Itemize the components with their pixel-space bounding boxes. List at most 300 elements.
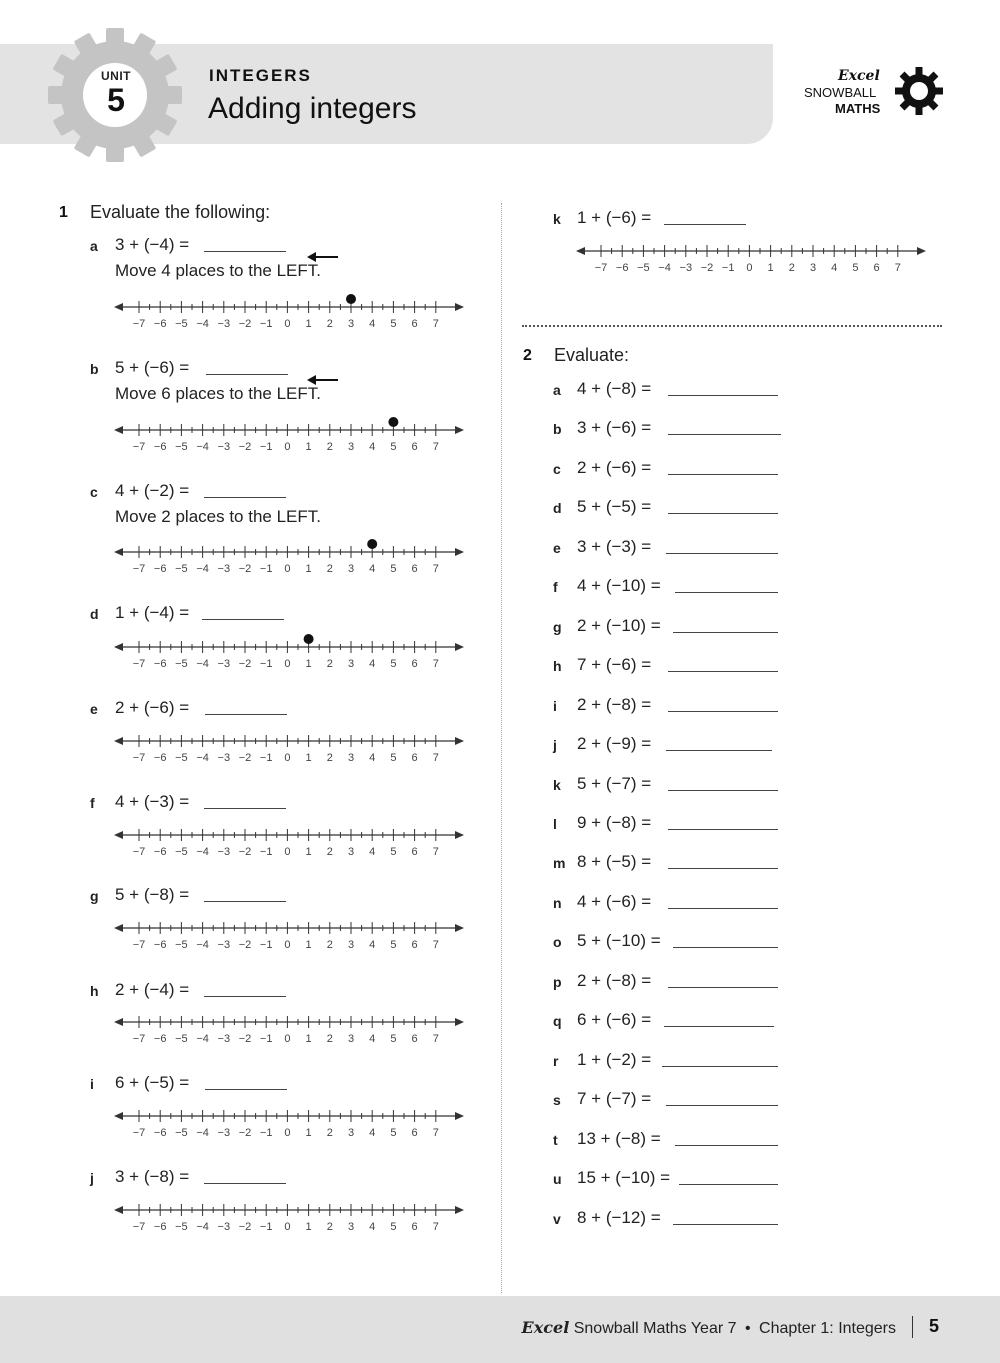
- number-line-label: 1: [305, 441, 312, 453]
- number-line-label: 2: [788, 262, 795, 274]
- number-line-label: 3: [347, 658, 355, 670]
- q1-answer-line[interactable]: [205, 714, 287, 715]
- start-point-dot: [346, 294, 356, 304]
- number-line-label: −6: [153, 1033, 167, 1045]
- number-line-label: 1: [305, 658, 312, 670]
- q1-part-expression: 2 + (−4) =: [115, 980, 190, 999]
- footer-book: Snowball Maths Year 7: [573, 1320, 737, 1337]
- number-line-label: 1: [305, 563, 312, 575]
- q2-part-expression: 8 + (−5) =: [577, 852, 652, 871]
- number-line-label: −1: [259, 318, 273, 330]
- q2-answer-line[interactable]: [666, 750, 772, 751]
- q2-part-expression: 2 + (−9) =: [577, 734, 652, 753]
- number-line: [112, 1101, 472, 1143]
- q2-answer-line[interactable]: [668, 434, 781, 435]
- left-arrowhead-icon: [114, 303, 123, 311]
- number-line-label: 7: [432, 1127, 439, 1139]
- q2-part-letter: i: [553, 698, 557, 714]
- number-line-label: 7: [432, 441, 439, 453]
- q1-part-letter: f: [90, 795, 95, 811]
- topic-heading: INTEGERS: [209, 66, 312, 85]
- number-line-label: 4: [369, 752, 376, 764]
- q2-part-letter: p: [553, 974, 562, 990]
- number-line-label: 5: [390, 846, 397, 858]
- number-line-label: 0: [284, 318, 291, 330]
- q2-answer-line[interactable]: [668, 790, 778, 791]
- q1-part-letter: a: [90, 238, 98, 254]
- q1-part-expression: 4 + (−2) =: [115, 481, 190, 500]
- section-divider: [522, 325, 942, 327]
- number-line-label: −3: [217, 318, 231, 330]
- number-line-label: 2: [326, 1221, 333, 1233]
- q2-answer-line[interactable]: [668, 395, 778, 396]
- number-line-label: −3: [217, 441, 231, 453]
- q2-part-letter: f: [553, 579, 558, 595]
- number-line-label: −4: [196, 846, 209, 858]
- q2-part-expression: 6 + (−6) =: [577, 1010, 652, 1029]
- left-arrowhead-icon: [114, 1112, 123, 1120]
- number-line-label: 2: [326, 846, 333, 858]
- number-line-label: −2: [238, 563, 252, 575]
- number-line-label: −6: [153, 752, 167, 764]
- unit-label: UNIT: [101, 69, 131, 83]
- number-line-label: −4: [196, 939, 209, 951]
- number-line-label: 0: [284, 752, 291, 764]
- number-line-label: 6: [411, 658, 418, 670]
- left-arrow-icon: [307, 374, 339, 386]
- number-line-label: 6: [411, 752, 418, 764]
- number-line-label: −5: [175, 658, 188, 670]
- q1-part-expression: 3 + (−8) =: [115, 1167, 190, 1186]
- number-line-label: −2: [238, 1127, 252, 1139]
- number-line-label: 1: [305, 939, 312, 951]
- number-line-label: −4: [196, 318, 209, 330]
- number-line: [112, 726, 472, 768]
- q1-answer-line[interactable]: [204, 1183, 286, 1184]
- q2-part-letter: j: [553, 737, 557, 753]
- number-line-label: −3: [217, 1221, 231, 1233]
- number-line-label: −6: [153, 1127, 167, 1139]
- q2-answer-line[interactable]: [668, 711, 778, 712]
- number-line-label: 6: [411, 441, 418, 453]
- number-line-label: 3: [809, 262, 817, 274]
- number-line-label: −3: [217, 658, 231, 670]
- q2-part-expression: 5 + (−7) =: [577, 774, 652, 793]
- number-line-label: −5: [175, 846, 188, 858]
- q1-part-letter: g: [90, 888, 99, 904]
- number-line-label: 5: [390, 658, 397, 670]
- number-line: [112, 632, 472, 674]
- brand-maths: MATHS: [835, 101, 881, 116]
- number-line-label: −4: [196, 752, 209, 764]
- number-line-label: 1: [305, 752, 312, 764]
- left-arrowhead-icon: [114, 548, 123, 556]
- left-arrow-icon: [307, 251, 339, 263]
- right-arrowhead-icon: [455, 548, 464, 556]
- number-line-label: −2: [238, 846, 252, 858]
- q2-answer-line[interactable]: [673, 947, 778, 948]
- number-line-label: −1: [259, 1221, 273, 1233]
- number-line-label: −4: [196, 1127, 209, 1139]
- number-line-label: −2: [700, 262, 714, 274]
- q2-part-letter: g: [553, 619, 562, 635]
- q2-part-letter: d: [553, 500, 562, 516]
- number-line-label: −1: [721, 262, 735, 274]
- right-arrowhead-icon: [917, 247, 926, 255]
- number-line-label: −5: [175, 1033, 188, 1045]
- number-line-label: −7: [132, 658, 146, 670]
- number-line-label: −1: [259, 1127, 273, 1139]
- q2-part-letter: v: [553, 1211, 561, 1227]
- number-line-label: 4: [369, 939, 376, 951]
- number-line: [574, 236, 934, 278]
- q2-part-expression: 9 + (−8) =: [577, 813, 652, 832]
- number-line-label: 7: [432, 939, 439, 951]
- number-line-label: −7: [132, 752, 146, 764]
- number-line-label: −6: [153, 658, 167, 670]
- q2-answer-line[interactable]: [664, 1026, 774, 1027]
- number-line-label: 2: [326, 563, 333, 575]
- q2-part-letter: k: [553, 777, 561, 793]
- number-line-label: 0: [284, 441, 291, 453]
- number-line-label: 7: [894, 262, 901, 274]
- number-line-label: 1: [305, 846, 312, 858]
- number-line-label: −6: [153, 441, 167, 453]
- start-point-dot: [304, 634, 314, 644]
- q2-part-letter: m: [553, 855, 566, 871]
- q1-part-letter: i: [90, 1076, 94, 1092]
- number-line-label: 4: [369, 318, 376, 330]
- number-line-label: 6: [411, 1033, 418, 1045]
- number-line-label: −2: [238, 441, 252, 453]
- number-line-label: −2: [238, 939, 252, 951]
- number-line-label: −7: [132, 441, 146, 453]
- number-line-label: 5: [390, 563, 397, 575]
- right-arrowhead-icon: [455, 426, 464, 434]
- q1-answer-line[interactable]: [204, 996, 286, 997]
- footer-brand: Excel: [521, 1318, 570, 1337]
- number-line-label: 4: [369, 1033, 376, 1045]
- q1-part-letter: d: [90, 606, 99, 622]
- q2-answer-line[interactable]: [679, 1184, 778, 1185]
- number-line-label: 6: [411, 1127, 418, 1139]
- q2-part-expression: 5 + (−10) =: [577, 931, 661, 950]
- left-arrowhead-icon: [114, 831, 123, 839]
- q2-part-expression: 1 + (−2) =: [577, 1050, 652, 1069]
- q1-part-expression: 6 + (−5) =: [115, 1073, 190, 1092]
- number-line-label: −2: [238, 1221, 252, 1233]
- q2-part-expression: 2 + (−8) =: [577, 971, 652, 990]
- number-line-label: −4: [196, 1221, 209, 1233]
- number-line-label: −1: [259, 939, 273, 951]
- number-line-label: 2: [326, 658, 333, 670]
- q1-part-expression: 4 + (−3) =: [115, 792, 190, 811]
- q2-answer-line[interactable]: [662, 1066, 778, 1067]
- q2-part-expression: 13 + (−8) =: [577, 1129, 661, 1148]
- q2-part-expression: 5 + (−5) =: [577, 497, 652, 516]
- q2-number: 2: [523, 347, 532, 364]
- number-line-label: −2: [238, 1033, 252, 1045]
- q1-part-hint: Move 6 places to the LEFT.: [115, 384, 321, 403]
- number-line-label: −5: [175, 1127, 188, 1139]
- number-line-label: 0: [284, 1221, 291, 1233]
- number-line-label: −5: [175, 1221, 188, 1233]
- number-line-label: −3: [217, 1127, 231, 1139]
- number-line-label: 5: [390, 1033, 397, 1045]
- number-line-label: −5: [175, 939, 188, 951]
- left-arrowhead-icon: [114, 1018, 123, 1026]
- number-line-label: 7: [432, 563, 439, 575]
- number-line-label: 7: [432, 318, 439, 330]
- number-line-label: 0: [284, 1033, 291, 1045]
- number-line-label: −6: [153, 939, 167, 951]
- number-line-label: 3: [347, 846, 355, 858]
- number-line-label: −4: [658, 262, 671, 274]
- number-line: [112, 292, 472, 334]
- q1-answer-line[interactable]: [205, 1089, 287, 1090]
- q2-answer-line[interactable]: [673, 1224, 778, 1225]
- q1-answer-line[interactable]: [206, 374, 288, 375]
- number-line-label: −5: [175, 441, 188, 453]
- number-line: [112, 1007, 472, 1049]
- number-line-label: 7: [432, 1221, 439, 1233]
- q2-part-letter: q: [553, 1013, 562, 1029]
- column-divider: [501, 203, 502, 1293]
- number-line-label: 0: [284, 1127, 291, 1139]
- right-arrowhead-icon: [455, 303, 464, 311]
- number-line-label: −5: [175, 752, 188, 764]
- left-arrowhead-icon: [114, 643, 123, 651]
- number-line-label: 0: [284, 658, 291, 670]
- q2-answer-line[interactable]: [668, 513, 778, 514]
- number-line-label: 1: [305, 1221, 312, 1233]
- number-line-label: −7: [132, 1221, 146, 1233]
- q2-part-expression: 15 + (−10) =: [577, 1168, 671, 1187]
- start-point-dot: [367, 539, 377, 549]
- q2-answer-line[interactable]: [673, 632, 778, 633]
- number-line-label: −4: [196, 441, 209, 453]
- number-line-label: 4: [369, 1221, 376, 1233]
- number-line-label: −1: [259, 563, 273, 575]
- q2-answer-line[interactable]: [666, 1105, 778, 1106]
- q2-part-expression: 2 + (−10) =: [577, 616, 661, 635]
- unit-number: 5: [107, 82, 125, 118]
- q2-part-expression: 2 + (−8) =: [577, 695, 652, 714]
- number-line-label: 5: [390, 939, 397, 951]
- q1-answer-line[interactable]: [204, 251, 286, 252]
- footer-chapter: Chapter 1: Integers: [759, 1320, 896, 1337]
- number-line-label: 3: [347, 1127, 355, 1139]
- number-line-label: 0: [284, 563, 291, 575]
- q2-answer-line[interactable]: [666, 553, 778, 554]
- number-line-label: −5: [637, 262, 650, 274]
- number-line-label: −3: [217, 563, 231, 575]
- number-line-label: 3: [347, 441, 355, 453]
- q1-part-expression: 5 + (−6) =: [115, 358, 190, 377]
- q1-answer-line[interactable]: [664, 224, 746, 225]
- number-line-label: 6: [873, 262, 880, 274]
- number-line-label: −7: [132, 939, 146, 951]
- number-line: [112, 415, 472, 457]
- number-line-label: 4: [369, 1127, 376, 1139]
- number-line-label: −7: [132, 1033, 146, 1045]
- right-arrowhead-icon: [455, 1112, 464, 1120]
- q1-answer-line[interactable]: [202, 619, 284, 620]
- q2-part-letter: r: [553, 1053, 559, 1069]
- q2-part-expression: 7 + (−7) =: [577, 1089, 652, 1108]
- q2-part-expression: 4 + (−6) =: [577, 892, 652, 911]
- q2-part-letter: n: [553, 895, 562, 911]
- start-point-dot: [388, 417, 398, 427]
- q2-part-expression: 3 + (−6) =: [577, 418, 652, 437]
- q2-part-letter: b: [553, 421, 562, 437]
- number-line: [112, 537, 472, 579]
- number-line-label: −7: [594, 262, 608, 274]
- right-arrowhead-icon: [455, 643, 464, 651]
- number-line-label: −6: [153, 563, 167, 575]
- number-line-label: 7: [432, 658, 439, 670]
- q2-answer-line[interactable]: [675, 592, 778, 593]
- number-line-label: 2: [326, 441, 333, 453]
- q1-prompt: Evaluate the following:: [90, 202, 271, 222]
- left-arrowhead-icon: [114, 924, 123, 932]
- number-line: [112, 913, 472, 955]
- number-line-label: 4: [369, 658, 376, 670]
- number-line-label: −1: [259, 752, 273, 764]
- number-line-label: 3: [347, 563, 355, 575]
- q1-part-letter: h: [90, 983, 99, 999]
- q1-part-letter: c: [90, 484, 98, 500]
- number-line-label: −7: [132, 846, 146, 858]
- number-line-label: 2: [326, 318, 333, 330]
- q2-part-expression: 4 + (−10) =: [577, 576, 661, 595]
- number-line-label: −5: [175, 563, 188, 575]
- number-line-label: 2: [326, 752, 333, 764]
- number-line-label: 0: [284, 939, 291, 951]
- number-line-label: 3: [347, 1221, 355, 1233]
- number-line-label: 1: [305, 1127, 312, 1139]
- number-line-label: −2: [238, 752, 252, 764]
- footer-citation: [522, 1318, 896, 1338]
- q2-part-letter: t: [553, 1132, 558, 1148]
- q2-part-letter: c: [553, 461, 561, 477]
- number-line: [112, 820, 472, 862]
- number-line-label: 6: [411, 846, 418, 858]
- brand-gear-icon: [894, 66, 944, 116]
- q2-answer-line[interactable]: [668, 987, 778, 988]
- q1-part-hint: Move 2 places to the LEFT.: [115, 507, 321, 526]
- number-line-label: −6: [615, 262, 629, 274]
- number-line-label: −7: [132, 1127, 146, 1139]
- left-arrowhead-icon: [576, 247, 585, 255]
- q2-answer-line[interactable]: [668, 868, 778, 869]
- page-number: 5: [929, 1316, 940, 1336]
- brand-snowball: SNOWBALL: [804, 85, 877, 100]
- number-line-label: −6: [153, 846, 167, 858]
- number-line-label: 7: [432, 752, 439, 764]
- right-arrowhead-icon: [455, 831, 464, 839]
- number-line-label: 5: [852, 262, 859, 274]
- q2-part-expression: 3 + (−3) =: [577, 537, 652, 556]
- q1-part-expression: 5 + (−8) =: [115, 885, 190, 904]
- number-line-label: 5: [390, 441, 397, 453]
- q1-answer-line[interactable]: [204, 497, 286, 498]
- q2-part-letter: e: [553, 540, 561, 556]
- number-line-label: 5: [390, 318, 397, 330]
- q1-part-letter: k: [553, 211, 561, 227]
- number-line-label: 7: [432, 1033, 439, 1045]
- number-line-label: 6: [411, 318, 418, 330]
- number-line-label: −3: [217, 1033, 231, 1045]
- number-line-label: −1: [259, 441, 273, 453]
- number-line-label: 0: [746, 262, 753, 274]
- q2-part-letter: s: [553, 1092, 561, 1108]
- number-line-label: 6: [411, 939, 418, 951]
- number-line-label: −4: [196, 1033, 209, 1045]
- q1-answer-line[interactable]: [204, 808, 286, 809]
- number-line-label: 2: [326, 1033, 333, 1045]
- number-line-label: −3: [217, 846, 231, 858]
- number-line-label: −1: [259, 846, 273, 858]
- q2-answer-line[interactable]: [675, 1145, 778, 1146]
- number-line-label: −3: [217, 752, 231, 764]
- number-line-label: −5: [175, 318, 188, 330]
- number-line-label: −6: [153, 318, 167, 330]
- number-line-label: 5: [390, 752, 397, 764]
- brand-excel: Excel: [838, 68, 880, 84]
- q2-answer-line[interactable]: [668, 829, 778, 830]
- number-line: [112, 1195, 472, 1237]
- number-line-label: 3: [347, 1033, 355, 1045]
- right-arrowhead-icon: [455, 737, 464, 745]
- q1-part-expression: 2 + (−6) =: [115, 698, 190, 717]
- number-line-label: −6: [153, 1221, 167, 1233]
- q1-part-expression: 1 + (−4) =: [115, 603, 190, 622]
- number-line-label: 7: [432, 846, 439, 858]
- footer-bullet: •: [744, 1320, 751, 1337]
- q2-prompt: Evaluate:: [554, 345, 630, 365]
- number-line-label: −7: [132, 563, 146, 575]
- q1-answer-line[interactable]: [204, 901, 286, 902]
- q2-part-expression: 7 + (−6) =: [577, 655, 652, 674]
- number-line-label: 3: [347, 318, 355, 330]
- q2-answer-line[interactable]: [668, 474, 778, 475]
- q1-part-letter: j: [90, 1170, 94, 1186]
- number-line-label: 6: [411, 1221, 418, 1233]
- q2-answer-line[interactable]: [668, 908, 778, 909]
- number-line-label: 4: [369, 846, 376, 858]
- number-line-label: 0: [284, 846, 291, 858]
- q2-part-expression: 2 + (−6) =: [577, 458, 652, 477]
- number-line-label: 4: [831, 262, 838, 274]
- q2-part-letter: a: [553, 382, 561, 398]
- q1-part-letter: e: [90, 701, 98, 717]
- number-line-label: 2: [326, 939, 333, 951]
- footer-separator: [912, 1316, 913, 1338]
- number-line-label: −4: [196, 658, 209, 670]
- number-line-label: 6: [411, 563, 418, 575]
- number-line-label: −1: [259, 1033, 273, 1045]
- q1-part-hint: Move 4 places to the LEFT.: [115, 261, 321, 280]
- number-line-label: −4: [196, 563, 209, 575]
- number-line-label: −3: [679, 262, 693, 274]
- number-line-label: 1: [305, 1033, 312, 1045]
- q2-answer-line[interactable]: [668, 671, 778, 672]
- q1-number: 1: [59, 204, 68, 221]
- right-arrowhead-icon: [455, 1018, 464, 1026]
- q1-part-expression: 1 + (−6) =: [577, 208, 652, 227]
- number-line-label: 2: [326, 1127, 333, 1139]
